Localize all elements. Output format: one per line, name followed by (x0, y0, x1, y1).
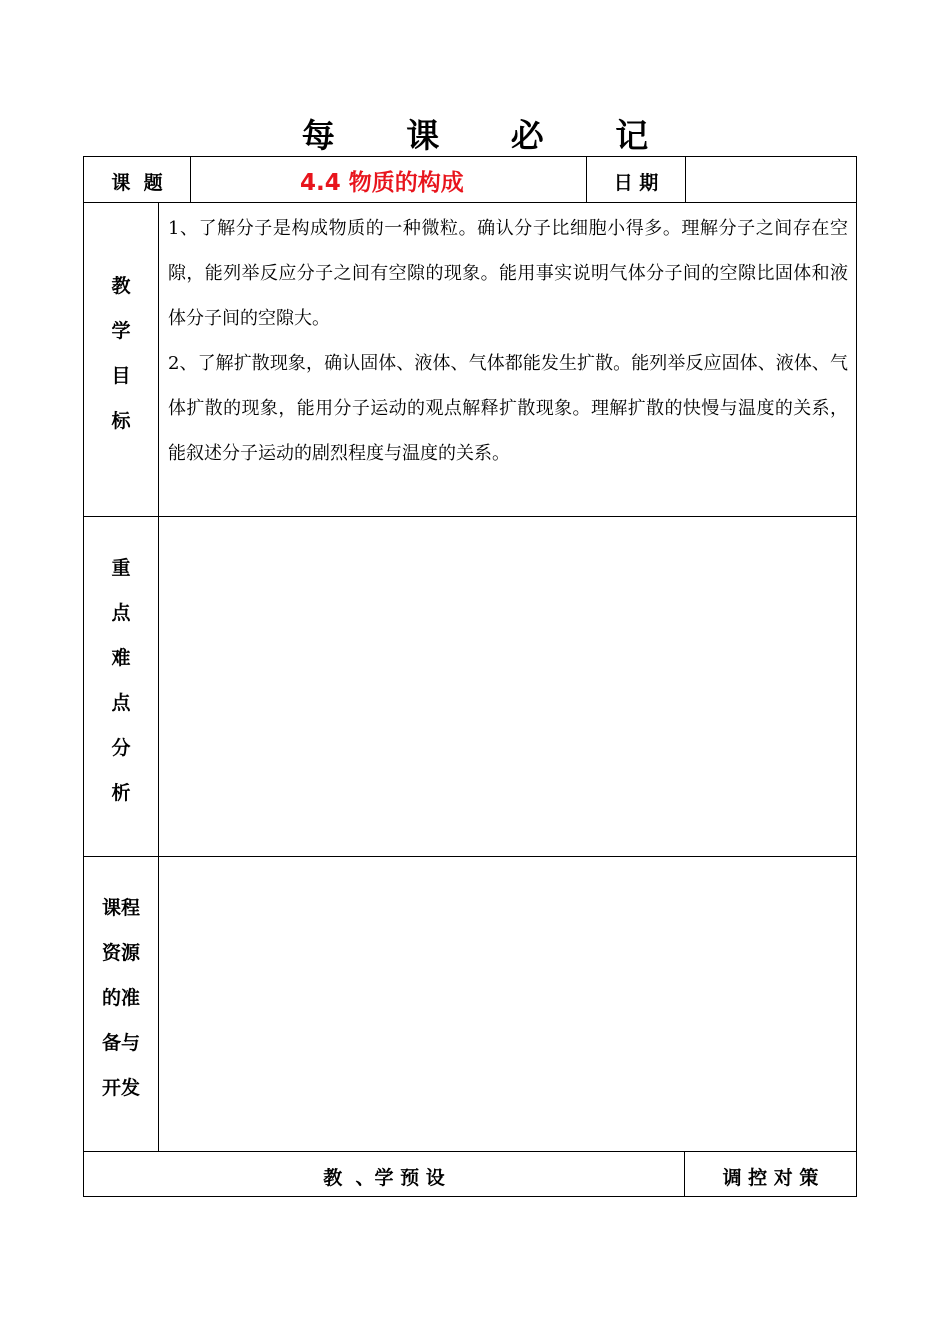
resources-label-4: 备与 (101, 1032, 140, 1054)
topic-value: 4.4 物质的构成 (300, 170, 464, 196)
table-border-right (856, 156, 857, 1197)
objective-paragraph-2: 2、了解扩散现象，确认固体、液体、气体都能发生扩散。能列举反应固体、液体、气体扩散的现象，能用分子运动的观点解释扩散现象。理解扩散的快慢与温度的关系，能叙述分子运动的剧烈程度与温度的关系。 (168, 353, 848, 464)
keypoints-label-1: 重 (111, 557, 131, 579)
teaching-preset-label: 教 、学 预 设 (323, 1167, 445, 1189)
topic-label: 课 题 (111, 172, 163, 194)
strategy-label: 调 控 对 策 (722, 1167, 819, 1189)
header-divider-3 (685, 156, 686, 203)
objectives-content (168, 206, 848, 476)
objectives-label-4: 标 (111, 410, 131, 432)
page-title: 每 课 必 记 (301, 116, 679, 155)
objectives-row-bottom (83, 516, 857, 517)
resources-label-5: 开发 (101, 1077, 140, 1099)
table-border-bottom (83, 1196, 857, 1197)
resources-label-3: 的准 (101, 987, 140, 1009)
keypoints-row-bottom (83, 856, 857, 857)
objective-paragraph-1: 1、了解分子是构成物质的一种微粒。确认分子比细胞小得多。理解分子之间存在空隙，能列举反应分子之间有空隙的现象。能用事实说明气体分子间的空隙比固体和液体分子间的空隙大。 (168, 218, 848, 329)
objectives-label-2: 学 (111, 320, 131, 342)
keypoints-label-4: 点 (111, 692, 131, 714)
header-row-bottom (83, 202, 857, 203)
resources-row-bottom (83, 1151, 857, 1152)
date-label: 日 期 (613, 172, 659, 194)
header-divider-1 (190, 156, 191, 203)
objectives-label-3: 目 (111, 365, 131, 387)
keypoints-label-2: 点 (111, 602, 131, 624)
objectives-label-1: 教 (111, 275, 131, 297)
resources-label-2: 资源 (101, 942, 140, 964)
label-column-divider (158, 202, 159, 1152)
keypoints-label-6: 析 (111, 782, 131, 804)
keypoints-label-3: 难 (111, 647, 131, 669)
resources-label-1: 课程 (101, 897, 140, 919)
keypoints-label-5: 分 (111, 737, 131, 759)
table-border-top (83, 156, 857, 157)
